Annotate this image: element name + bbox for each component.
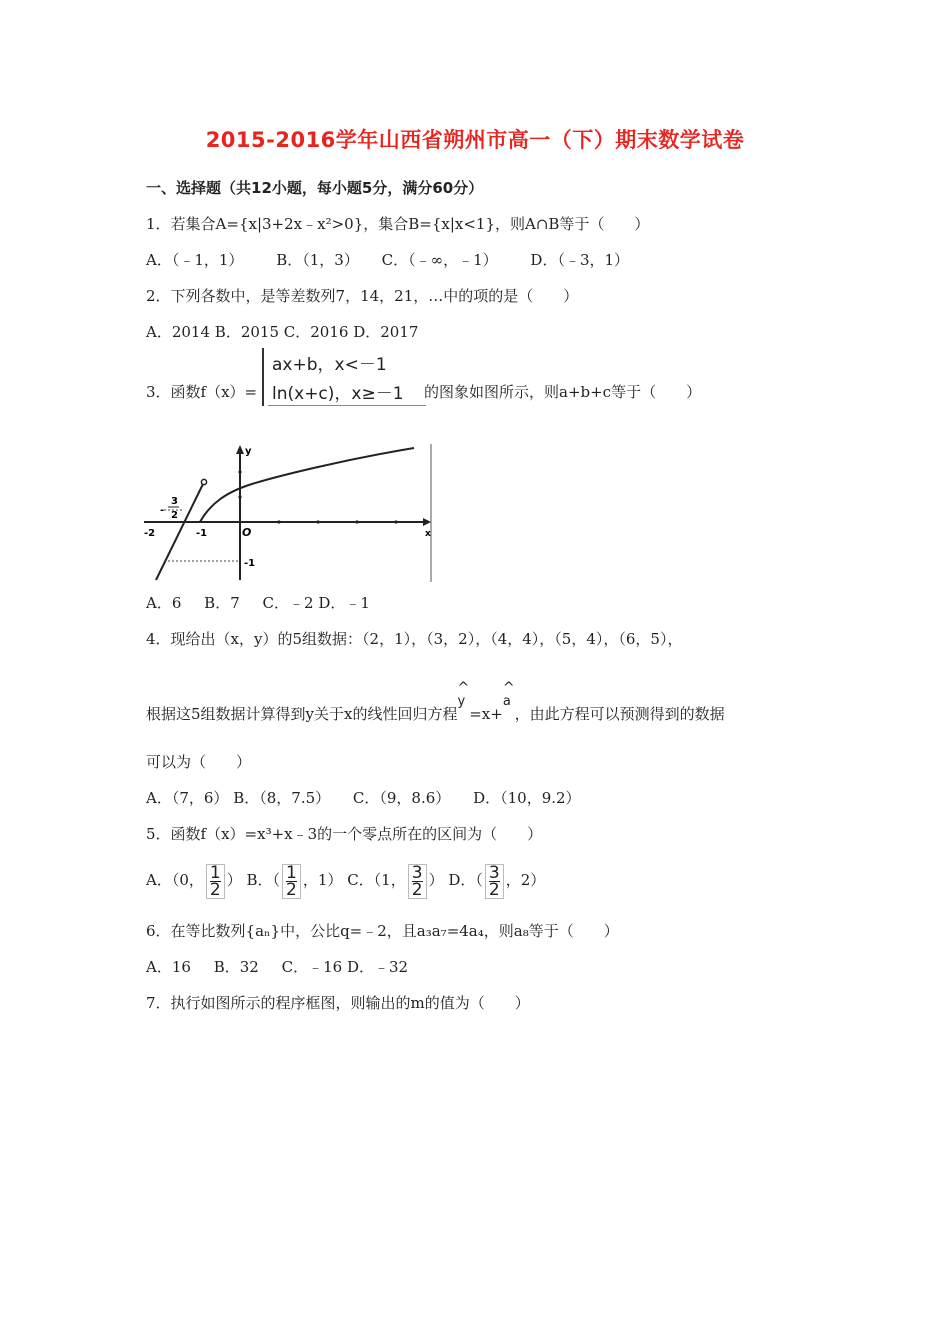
- x-axis-label: x: [425, 529, 431, 539]
- question-3-options: [146, 593, 370, 613]
- question-4-line-1: 4．现给出（x，y）的5组数据：（2，1），（3，2），（4，4），（5，4），（6，5），: [146, 630, 683, 648]
- open-endpoint: [201, 479, 206, 484]
- frac-denominator: 2: [171, 510, 178, 521]
- section-heading: 一、选择题（共12小题，每小题5分，满分60分）: [146, 179, 484, 197]
- option-c: C．2016: [283, 323, 349, 341]
- question-3-suffix: 的图象如图所示，则a+b+c等于（ ）: [424, 383, 702, 401]
- option-c: C．（1， $\frac{3}{2}$ ）: [347, 862, 444, 900]
- question-3-prefix: 3．函数f（x）=: [146, 383, 258, 401]
- question-2-options: [146, 322, 418, 342]
- option-d: D．（﹣3，1）: [530, 251, 630, 269]
- y-axis-label: y: [245, 446, 252, 457]
- question-7-stem: 7．执行如图所示的程序框图，则输出的m的值为（ ）: [146, 994, 530, 1012]
- option-d: D．（10，9.2）: [473, 789, 581, 807]
- question-4-options: [146, 788, 581, 808]
- question-6-stem: 6．在等比数列{aₙ}中，公比q=﹣2，且a₃a₇=4a₄，则a₈等于（ ）: [146, 922, 619, 940]
- option-b: B．（ $\frac{1}{2}$ ，1）: [246, 862, 343, 900]
- question-4-line-2: 根据这5组数据计算得到y关于x的线性回归方程 ^ y=x+ ^ a，由此方程可以预测得到的数据: [146, 680, 725, 723]
- frac-sign: -: [160, 505, 165, 516]
- label-minus-1: -1: [196, 528, 208, 539]
- function-graph: [142, 440, 434, 584]
- x-axis-arrow: [423, 518, 431, 526]
- option-b: B．32: [213, 958, 259, 976]
- label-minus-2: -2: [144, 528, 156, 539]
- origin-label: O: [242, 526, 252, 539]
- exam-title: 2015-2016学年山西省朔州市高一（下）期末数学试卷: [205, 128, 745, 152]
- question-4-line-3: 可以为（ ）: [146, 753, 252, 771]
- option-d: D．﹣32: [346, 958, 409, 976]
- option-c: C．（﹣∞，﹣1）: [381, 251, 498, 269]
- option-c: C．（9，8.6）: [352, 789, 451, 807]
- piecewise-case-1: ax+b，x<－1: [272, 355, 387, 375]
- piecewise-function: [262, 348, 426, 406]
- y-axis-arrow: [236, 445, 244, 454]
- question-1-stem: 1．若集合A={x|3+2x﹣x²>0}，集合B={x|x<1}，则A∩B等于（ ）: [146, 215, 650, 233]
- option-a: A．（0， $\frac{1}{2}$ ）: [146, 862, 242, 900]
- option-b: B．2015: [214, 323, 279, 341]
- option-d: D．﹣1: [318, 594, 370, 612]
- question-2-stem: 2．下列各数中，是等差数列7，14，21，…中的项的是（ ）: [146, 287, 579, 305]
- question-6-options: [146, 957, 408, 977]
- option-c: C．﹣16: [281, 958, 343, 976]
- option-b: B．7: [204, 594, 240, 612]
- option-b: B．（8，7.5）: [233, 789, 331, 807]
- a-hat: ^ a: [502, 680, 515, 709]
- question-5-options: [146, 858, 545, 902]
- label-y-minus-1: -1: [244, 558, 256, 569]
- frac-numerator: 3: [171, 496, 178, 507]
- option-a: A．（7，6）: [146, 789, 229, 807]
- option-d: D．（ $\frac{3}{2}$ ，2）: [448, 862, 546, 900]
- option-a: A．16: [146, 958, 191, 976]
- y-hat: ^ y: [457, 680, 470, 709]
- option-c: C．﹣2: [262, 594, 314, 612]
- option-a: A．6: [146, 594, 182, 612]
- question-1-options: [146, 250, 629, 270]
- option-a: A．（﹣1，1）: [146, 251, 244, 269]
- piecewise-case-2: ln(x+c)，x≥－1: [272, 384, 404, 404]
- option-d: D．2017: [353, 323, 419, 341]
- question-5-stem: 5．函数f（x）=x³+x﹣3的一个零点所在的区间为（ ）: [146, 825, 543, 843]
- log-branch: [200, 448, 414, 522]
- option-a: A．2014: [146, 323, 211, 341]
- option-b: B．（1，3）: [276, 251, 359, 269]
